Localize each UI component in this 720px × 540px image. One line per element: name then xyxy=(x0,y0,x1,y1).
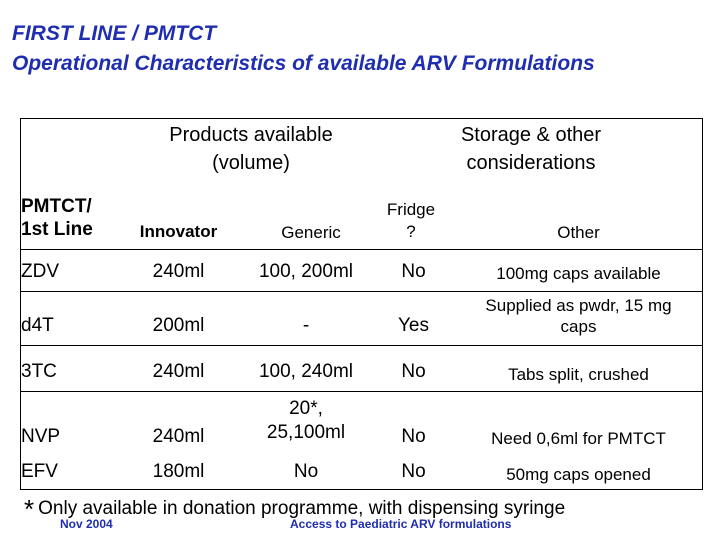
row-divider xyxy=(21,291,702,292)
group-header-products: Products available (volume) xyxy=(169,124,333,174)
col-header-fridge: Fridge ? xyxy=(386,200,436,241)
cell-drug: EFV xyxy=(21,461,58,482)
cell-generic: 100, 240ml xyxy=(258,361,353,382)
cell-fridge: No xyxy=(401,426,426,447)
cell-drug: NVP xyxy=(21,426,61,447)
cell-other: 50mg caps opened xyxy=(506,465,651,484)
slide-title-line-2: Operational Characteristics of available ARV Formulations xyxy=(12,52,595,75)
cell-fridge: No xyxy=(401,361,426,382)
col-header-innovator: Innovator xyxy=(139,222,218,241)
cell-fridge: Yes xyxy=(398,315,429,336)
header-divider xyxy=(21,249,702,250)
cell-innovator: 240ml xyxy=(152,261,205,282)
cell-innovator: 240ml xyxy=(152,426,205,447)
cell-fridge: No xyxy=(401,461,426,482)
cell-drug: ZDV xyxy=(21,261,59,282)
cell-generic: - xyxy=(302,315,310,336)
cell-other: Supplied as pwdr, 15 mg caps xyxy=(485,296,672,336)
group-header-storage: Storage & other considerations xyxy=(460,124,602,174)
arv-formulations-table xyxy=(20,118,703,490)
cell-other: Tabs split, crushed xyxy=(508,365,649,384)
cell-generic: 20*, 25,100ml xyxy=(266,398,346,443)
row-divider xyxy=(21,391,702,392)
row-divider xyxy=(21,345,702,346)
cell-other: 100mg caps available xyxy=(496,264,661,283)
cell-generic: 100, 200ml xyxy=(258,261,353,282)
footnote-marker: * xyxy=(24,494,35,524)
col-header-drug: PMTCT/ 1st Line xyxy=(21,196,93,240)
col-header-other: Other xyxy=(557,223,600,242)
cell-innovator: 240ml xyxy=(152,361,205,382)
cell-generic: No xyxy=(293,461,319,482)
footer-title: Access to Paediatric ARV formulations xyxy=(290,517,512,531)
cell-innovator: 200ml xyxy=(152,315,205,336)
cell-fridge: No xyxy=(401,261,426,282)
col-header-generic: Generic xyxy=(281,223,341,242)
cell-innovator: 180ml xyxy=(152,461,205,482)
slide-title-line-1: FIRST LINE / PMTCT xyxy=(12,22,217,45)
footnote-text: Only available in donation programme, with dispensing syringe xyxy=(38,498,566,519)
cell-drug: 3TC xyxy=(21,361,57,382)
footer-date: Nov 2004 xyxy=(60,517,113,531)
cell-drug: d4T xyxy=(21,315,54,336)
cell-other: Need 0,6ml for PMTCT xyxy=(491,429,666,448)
